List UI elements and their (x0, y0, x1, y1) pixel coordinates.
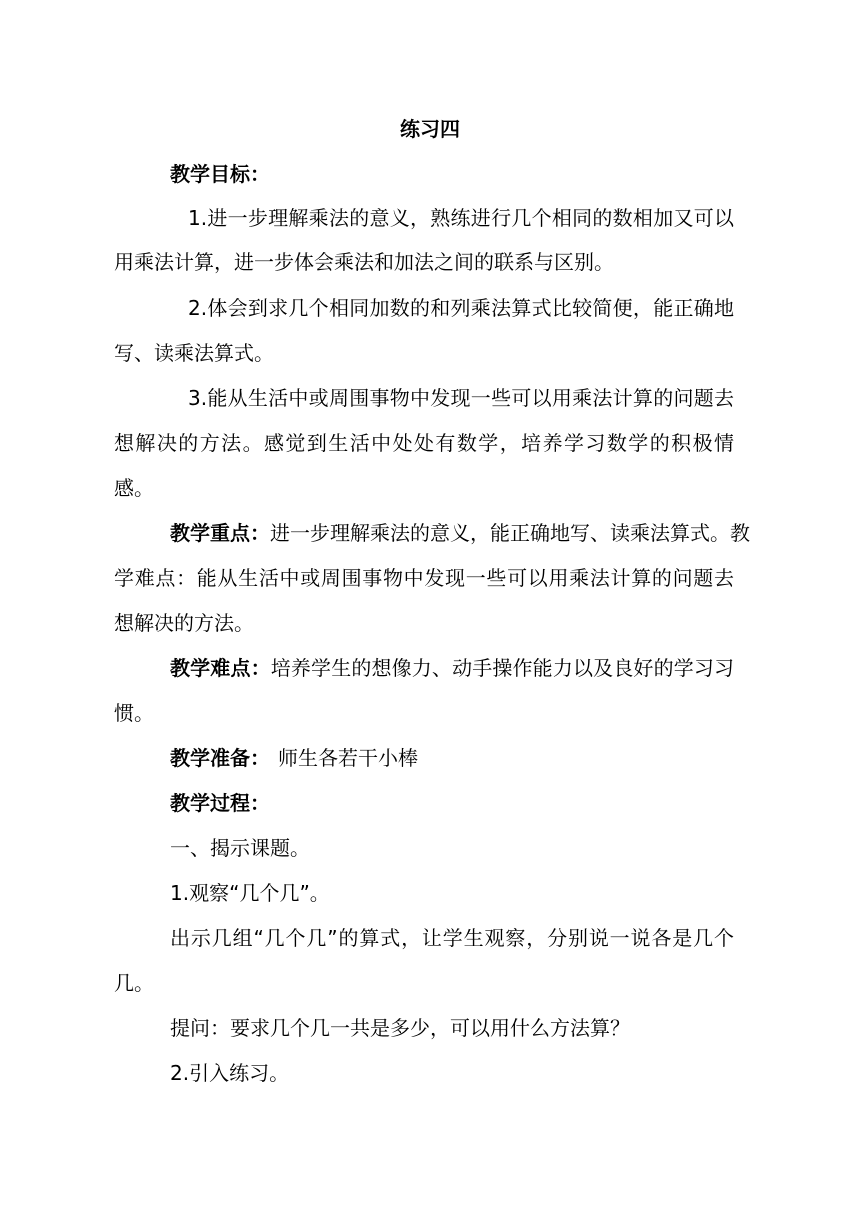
difficulties-line-1 (170, 656, 734, 680)
difficulties-text: 培养学生的想像力、动手操作能力以及良好的学习习 (270, 656, 735, 680)
process-step-1-desc-line-2: 几。 (114, 971, 154, 995)
process-heading: 教学过程： (170, 791, 270, 815)
objective-2-line-1: 2.体会到求几个相同加数的和列乘法算式比较简便，能正确地 (188, 296, 734, 320)
preparation-text: 师生各若干小棒 (278, 746, 418, 770)
process-step-2: 2.引入练习。 (170, 1061, 290, 1085)
objective-1-line-1: 1.进一步理解乘法的意义，熟练进行几个相同的数相加又可以 (188, 206, 734, 230)
process-question: 提问：要求几个几一共是多少，可以用什么方法算？ (170, 1016, 630, 1040)
key-points-label: 教学重点： (170, 521, 270, 545)
process-step-1: 1.观察“几个几”。 (170, 881, 330, 905)
difficulties-line-2: 惯。 (114, 701, 154, 725)
document-title: 练习四 (400, 117, 460, 141)
objective-3-line-2: 想解决的方法。感觉到生活中处处有数学，培养学习数学的积极情 (114, 431, 734, 455)
process-step-1-desc-line-1: 出示几组“几个几”的算式，让学生观察，分别说一说各是几个 (170, 926, 734, 950)
objective-1-line-2: 用乘法计算，进一步体会乘法和加法之间的联系与区别。 (114, 250, 614, 274)
process-section-1: 一、揭示课题。 (170, 836, 310, 860)
objective-3-line-1: 3.能从生活中或周围事物中发现一些可以用乘法计算的问题去 (188, 386, 734, 410)
key-points-text: 进一步理解乘法的意义，能正确地写、读乘法算式。教 (270, 521, 750, 545)
preparation-line (170, 746, 734, 770)
key-points-line-1 (170, 521, 750, 545)
preparation-label: 教学准备： (170, 746, 270, 770)
key-points-line-2: 学难点：能从生活中或周围事物中发现一些可以用乘法计算的问题去 (114, 566, 734, 590)
objectives-heading: 教学目标： (170, 162, 270, 186)
key-points-line-3: 想解决的方法。 (114, 611, 254, 635)
objective-3-line-3: 感。 (114, 476, 154, 500)
difficulties-label: 教学难点： (170, 656, 271, 680)
objective-2-line-2: 写、读乘法算式。 (114, 341, 274, 365)
